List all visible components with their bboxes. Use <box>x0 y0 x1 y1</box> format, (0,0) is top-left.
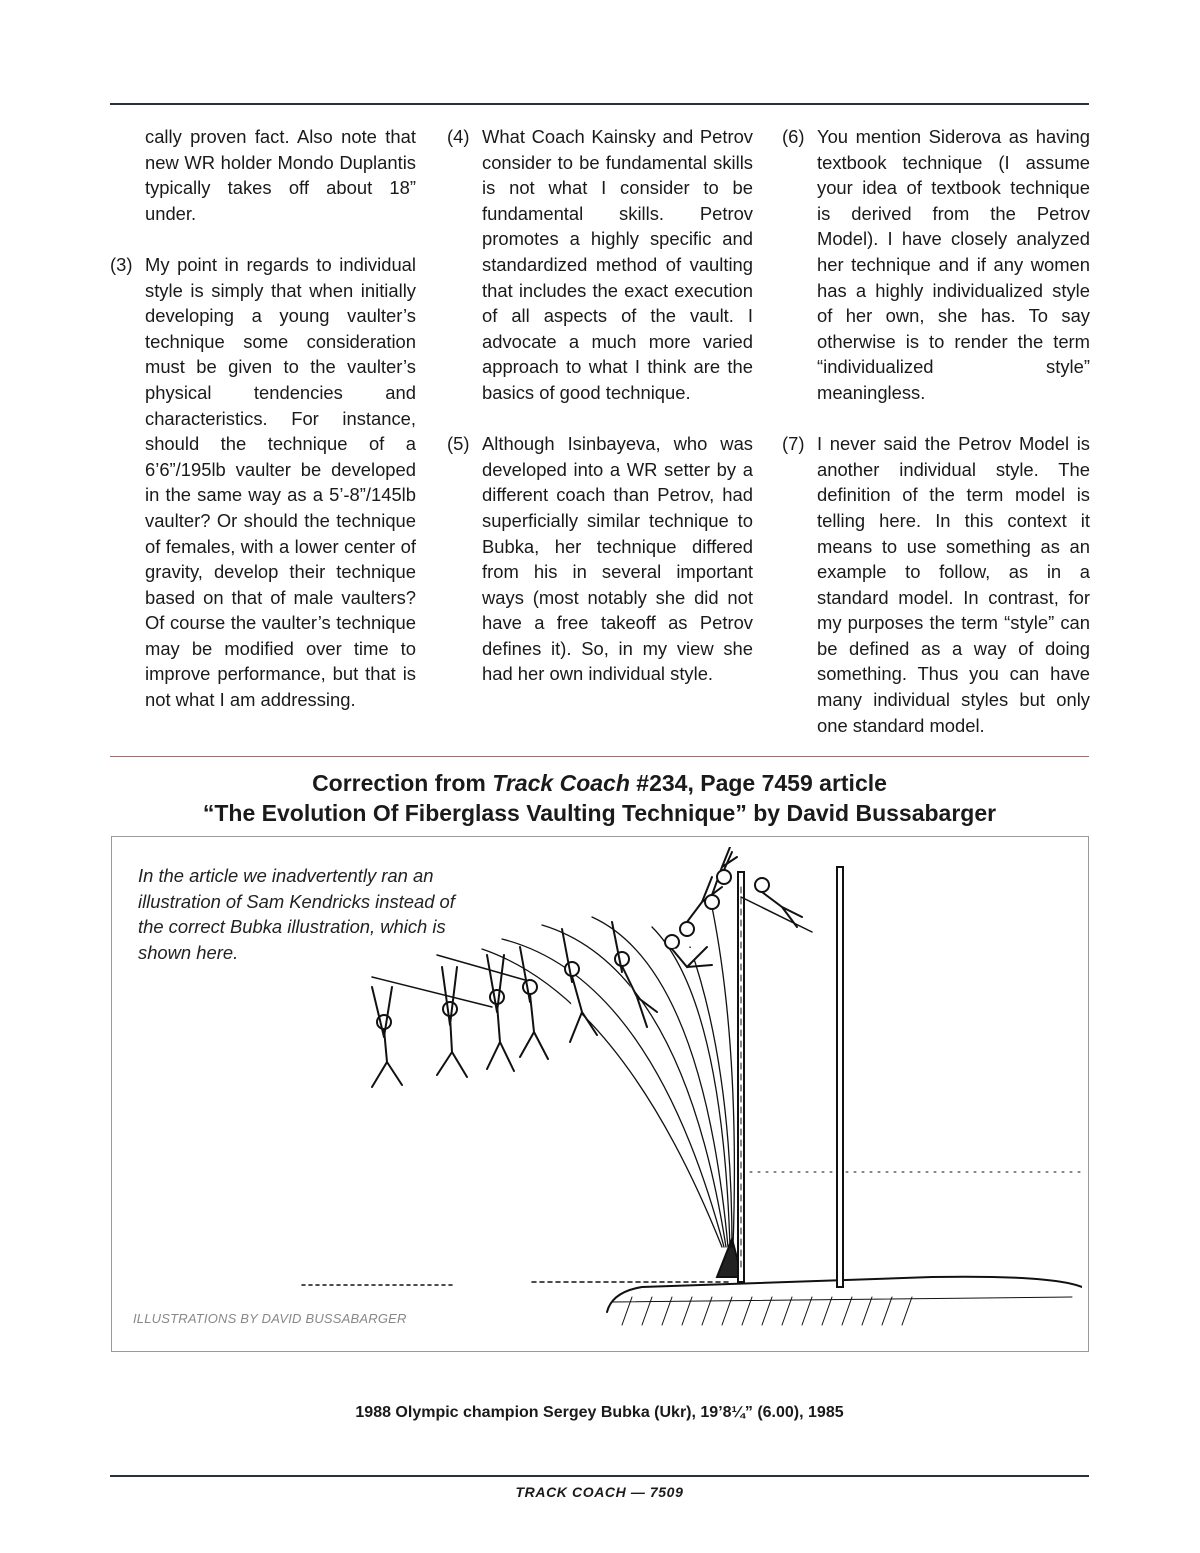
point-number: (3) <box>110 253 133 275</box>
illustration-credit: ILLUSTRATIONS BY DAVID BUSSABARGER <box>133 1311 407 1326</box>
numbered-point-3 <box>110 252 416 713</box>
numbered-point-6 <box>782 124 1090 406</box>
point-text: You mention Siderova as having textbook technique (I assume your idea of textbook technique is derived from the Petrov Model). I have closely analyzed her technique and if any women has a highly individualized style of her own, she has. To say otherwise is to render the term “individualized style” meaningless. <box>817 126 1090 403</box>
publication-title: Track Coach <box>492 770 630 796</box>
point-text: Although Isinbayeva, who was developed into a WR setter by a different coach than Petrov, had superficially similar technique to Bubka, her technique differed from his in several important ways (most notably she did not have a free takeoff as Petrov defines it). So, in my view she had her own individual style. <box>482 433 753 685</box>
point-text: My point in regards to individual style is simply that when initially developing a young vaulter’s technique some consideration must be given to the vaulter’s physical tendencies and characteristics. For instance, should the technique of a 6’6”/195lb vaulter be developed in the same way as a 5’-8”/145lb vaulter? Or should the technique of females, with a lower center of gravity, develop their technique based on that of male vaulters? Of course the vaulter’s technique may be modified over time to improve performance, but that is not what I am addressing. <box>145 253 416 711</box>
column-3 <box>782 124 1090 764</box>
point-number: (5) <box>447 433 470 455</box>
figure-note: In the article we inadvertently ran an illustration of Sam Kendricks instead of the correct Bubka illustration, which is shown here. <box>138 865 455 963</box>
correction-suffix: #234, Page 7459 article <box>629 770 887 796</box>
continued-paragraph <box>110 124 416 226</box>
section-divider <box>110 756 1089 757</box>
point-number: (4) <box>447 126 470 147</box>
column-1 <box>110 124 416 738</box>
correction-heading <box>110 768 1089 828</box>
correction-line-2: “The Evolution Of Fiberglass Vaulting Technique” by David Bussabarger <box>202 800 997 826</box>
figure-caption: 1988 Olympic champion Sergey Bubka (Ukr), 19’8¼” (6.00), 1985 <box>355 1404 844 1421</box>
continued-text: cally proven fact. Also note that new WR holder Mondo Duplantis typically takes off about 18” under. <box>145 126 416 224</box>
correction-prefix: Correction from <box>312 770 493 796</box>
illustration-box <box>111 836 1089 1352</box>
bottom-rule <box>110 1475 1089 1477</box>
numbered-point-7 <box>782 431 1090 738</box>
page-footer: TRACK COACH — 7509 <box>515 1484 684 1500</box>
point-number: (6) <box>782 126 805 147</box>
correction-line-1 <box>110 768 1089 798</box>
numbered-point-4 <box>447 124 753 406</box>
numbered-point-5 <box>447 431 753 687</box>
point-text: What Coach Kainsky and Petrov consider to be fundamental skills is not what I consider to be fundamental skills. Petrov promotes a highly specific and standardized method of vaulting that includes the exact execution of all aspects of the vault. I advocate a much more varied approach to what I think are the basics of good technique. <box>482 126 753 403</box>
pole-vault-illustration <box>292 847 1082 1342</box>
point-number: (7) <box>782 433 805 455</box>
column-2 <box>447 124 753 713</box>
top-rule <box>110 103 1089 105</box>
point-text: I never said the Petrov Model is another individual style. The definition of the term model is telling here. In this context it means to use something as an example to follow, as in a standard model. In contrast, for my purposes the term “style” can be defined as a way of doing something. Thus you can have many individual styles but only one standard model. <box>817 433 1090 736</box>
